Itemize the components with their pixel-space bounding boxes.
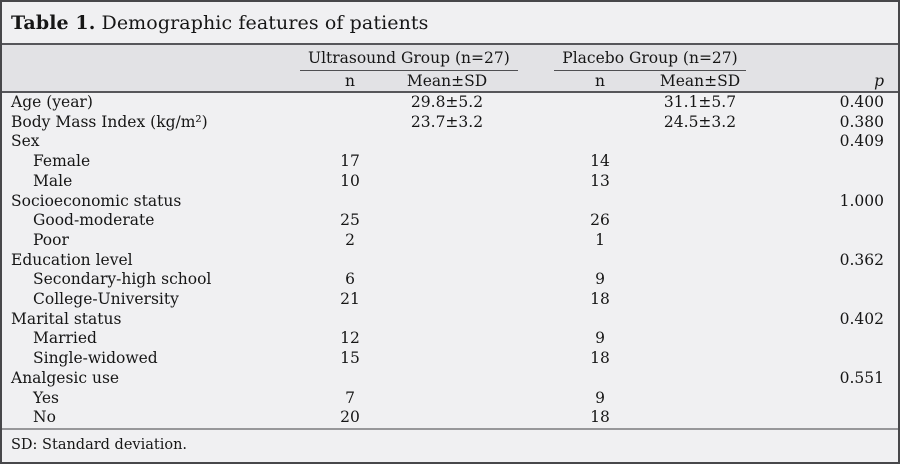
cell-placebo-n: 13 [590, 171, 610, 190]
cell-p-value: 0.409 [839, 132, 884, 151]
row-gap [494, 172, 550, 192]
cell-placebo-meansd [650, 290, 750, 310]
row-gap [494, 369, 550, 389]
row-gap [494, 132, 550, 152]
table-number: Table 1. [11, 11, 96, 34]
cell-p-value [750, 231, 898, 251]
ultrasound-group-header-cell [300, 44, 510, 71]
cell-p-value [750, 349, 898, 369]
cell-p-value [750, 172, 898, 192]
cell-ultrasound-n: 15 [340, 349, 360, 368]
table-row [2, 211, 898, 231]
cell-ultrasound-meansd: 29.8±5.2 [410, 93, 484, 111]
cell-placebo-n [550, 369, 650, 389]
cell-ultrasound-meansd [400, 211, 494, 231]
subheader-spacer [2, 71, 300, 92]
row-label: Education level [11, 250, 133, 269]
row-label: Female [33, 152, 91, 171]
row-label: College-University [33, 290, 179, 309]
table-footnote: SD: Standard deviation. [2, 428, 898, 460]
cell-ultrasound-n [300, 92, 400, 113]
table-row [2, 172, 898, 192]
table-row [2, 329, 898, 349]
cell-ultrasound-n: 10 [340, 171, 360, 190]
cell-ultrasound-meansd [400, 290, 494, 310]
cell-ultrasound-meansd [400, 152, 494, 172]
cell-ultrasound-meansd: 23.7±3.2 [410, 112, 484, 131]
col-header-n-placebo: n [550, 71, 650, 92]
cell-placebo-meansd [650, 349, 750, 369]
row-gap [494, 152, 550, 172]
cell-p-value: 0.400 [839, 93, 884, 111]
cell-ultrasound-meansd [400, 172, 494, 192]
cell-placebo-meansd [650, 270, 750, 290]
cell-ultrasound-n: 20 [340, 408, 360, 427]
row-label: Socioeconomic status [11, 191, 182, 210]
table-row [2, 389, 898, 409]
row-gap [494, 251, 550, 271]
row-label: Single-widowed [33, 349, 158, 368]
row-gap [494, 329, 550, 349]
cell-ultrasound-n: 17 [340, 152, 360, 171]
row-gap [494, 113, 550, 133]
table-body [2, 92, 898, 428]
cell-ultrasound-n: 2 [345, 230, 355, 249]
cell-ultrasound-n [300, 113, 400, 133]
cell-ultrasound-meansd [400, 329, 494, 349]
cell-ultrasound-n: 12 [340, 329, 360, 348]
ultrasound-group-header: Ultrasound Group (n=27) [300, 49, 518, 71]
cell-p-value: 0.402 [839, 309, 884, 328]
row-gap [494, 389, 550, 409]
cell-ultrasound-n [300, 251, 400, 271]
table-row [2, 92, 898, 113]
cell-p-value [750, 211, 898, 231]
cell-placebo-meansd [650, 329, 750, 349]
row-label: Poor [33, 230, 69, 249]
group-header-spacer [2, 44, 300, 71]
table-row [2, 251, 898, 271]
cell-placebo-meansd: 24.5±3.2 [663, 112, 737, 131]
cell-ultrasound-n: 6 [345, 270, 355, 289]
cell-ultrasound-meansd [400, 192, 494, 212]
cell-p-value [750, 290, 898, 310]
cell-ultrasound-n [300, 132, 400, 152]
cell-ultrasound-meansd [400, 349, 494, 369]
row-label: Good-moderate [33, 211, 155, 230]
cell-placebo-n [550, 192, 650, 212]
table-row [2, 349, 898, 369]
cell-ultrasound-n [300, 192, 400, 212]
row-label: Yes [33, 388, 60, 407]
subheader-gap [494, 71, 550, 92]
row-gap [494, 349, 550, 369]
table-row [2, 132, 898, 152]
table-row [2, 192, 898, 212]
row-gap [494, 408, 550, 428]
table-row [2, 231, 898, 251]
table-row [2, 310, 898, 330]
cell-placebo-meansd [650, 231, 750, 251]
cell-p-value [750, 152, 898, 172]
col-header-n-ultrasound: n [300, 71, 400, 92]
cell-placebo-meansd [650, 251, 750, 271]
group-header-row [2, 44, 898, 71]
table-row [2, 113, 898, 133]
table-title [2, 2, 898, 43]
cell-ultrasound-n: 21 [340, 290, 360, 309]
cell-placebo-n: 18 [590, 290, 610, 309]
row-label: Secondary-high school [33, 270, 212, 289]
cell-placebo-meansd [650, 369, 750, 389]
cell-placebo-meansd [650, 152, 750, 172]
cell-p-value [750, 270, 898, 290]
demographics-table [2, 43, 898, 428]
cell-placebo-meansd [650, 310, 750, 330]
cell-placebo-meansd [650, 408, 750, 428]
table-row [2, 152, 898, 172]
cell-ultrasound-meansd [400, 132, 494, 152]
cell-placebo-meansd [650, 172, 750, 192]
row-gap [494, 211, 550, 231]
cell-p-value [750, 389, 898, 409]
cell-ultrasound-meansd [400, 408, 494, 428]
cell-p-value: 1.000 [839, 191, 884, 210]
col-header-p: p [750, 71, 898, 92]
cell-ultrasound-n: 25 [340, 211, 360, 230]
row-gap [494, 270, 550, 290]
table-caption: Demographic features of patients [101, 11, 429, 34]
row-label: Analgesic use [11, 368, 120, 387]
cell-ultrasound-n [300, 310, 400, 330]
col-header-meansd-ultrasound: Mean±SD [400, 71, 494, 92]
cell-placebo-n [550, 113, 650, 133]
cell-ultrasound-meansd [400, 270, 494, 290]
cell-placebo-n: 18 [590, 408, 610, 427]
cell-placebo-n: 26 [590, 211, 610, 230]
row-label: Age (year) [11, 93, 93, 111]
cell-p-value: 0.551 [839, 368, 884, 387]
cell-placebo-n [550, 132, 650, 152]
cell-placebo-n: 1 [595, 230, 605, 249]
row-label: No [33, 408, 56, 427]
subheader-row [2, 71, 898, 92]
cell-placebo-n: 9 [595, 270, 605, 289]
cell-placebo-n [550, 310, 650, 330]
row-label: Married [33, 329, 97, 348]
cell-placebo-meansd [650, 389, 750, 409]
cell-ultrasound-meansd [400, 369, 494, 389]
table-row [2, 369, 898, 389]
row-gap [494, 310, 550, 330]
cell-placebo-n: 14 [590, 152, 610, 171]
table-row [2, 290, 898, 310]
cell-placebo-n: 9 [595, 329, 605, 348]
cell-ultrasound-n [300, 369, 400, 389]
cell-placebo-meansd: 31.1±5.7 [663, 93, 737, 111]
table-row [2, 408, 898, 428]
row-label: Marital status [11, 309, 122, 328]
row-label: Body Mass Index (kg/m²) [11, 112, 208, 131]
table-header [2, 44, 898, 92]
cell-p-value [750, 408, 898, 428]
cell-ultrasound-meansd [400, 389, 494, 409]
cell-placebo-n: 18 [590, 349, 610, 368]
row-label: Sex [11, 132, 40, 151]
cell-p-value: 0.362 [839, 250, 884, 269]
row-gap [494, 290, 550, 310]
cell-placebo-n: 9 [595, 388, 605, 407]
row-gap [494, 92, 550, 113]
cell-ultrasound-meansd [400, 231, 494, 251]
cell-placebo-meansd [650, 192, 750, 212]
cell-placebo-n [550, 251, 650, 271]
cell-ultrasound-meansd [400, 310, 494, 330]
cell-placebo-n [550, 92, 650, 113]
table-row [2, 270, 898, 290]
group-header-spacer-right [750, 44, 898, 71]
cell-ultrasound-n: 7 [345, 388, 355, 407]
col-header-meansd-placebo: Mean±SD [650, 71, 750, 92]
cell-p-value: 0.380 [839, 112, 884, 131]
cell-p-value [750, 329, 898, 349]
placebo-group-header-cell [550, 44, 750, 71]
row-gap [494, 192, 550, 212]
cell-ultrasound-meansd [400, 251, 494, 271]
cell-placebo-meansd [650, 211, 750, 231]
placebo-group-header: Placebo Group (n=27) [554, 49, 745, 71]
row-label: Male [33, 171, 73, 190]
cell-placebo-meansd [650, 132, 750, 152]
row-gap [494, 231, 550, 251]
